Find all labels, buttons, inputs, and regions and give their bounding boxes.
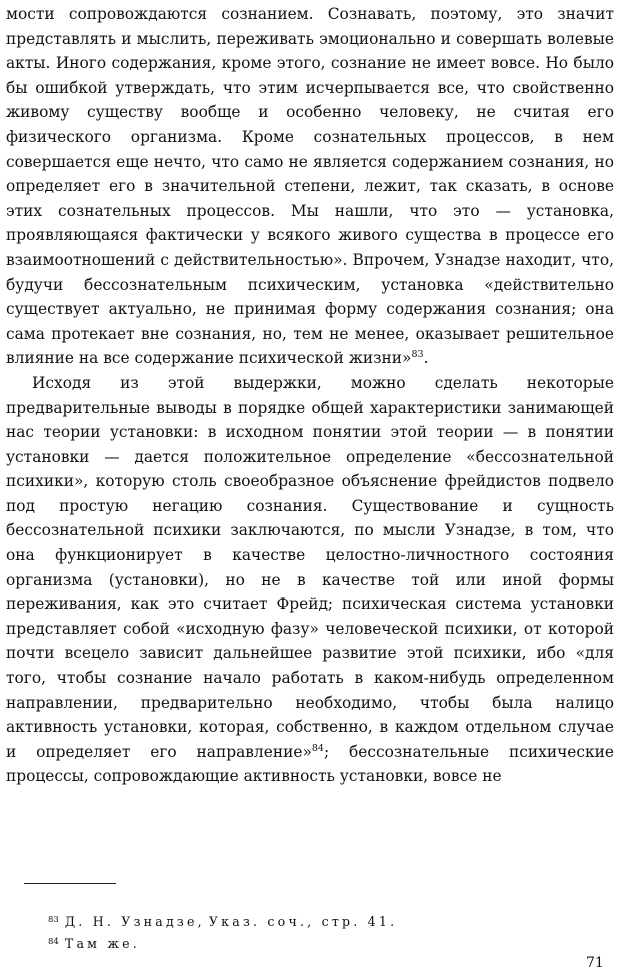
body-text <box>6 2 614 789</box>
paragraph-text: Исходя из этой выдержки, можно сделать некоторые предварительные выводы в порядке общей характеристики занимающей нас теории установки: в исходном понятии этой теории — в понятии установки — дается положительное определение «бессознательной психики», которую столь своеобразное объяснение фрейдистов подвело под простую негацию сознания. Существование и сущность бессознательной психики заключаются, по мысли Узнадзе, в том, что она функционирует в качестве целостно-личностного состояния организма (установки), но не в качестве той или иной формы переживания, как это считает Фрейд; психическая система установки представляет собой «исходную фазу» человеческой психики, от которой почти всецело зависит дальнейшее развитие этой психики, ибо «для того, чтобы сознание начало работать в каком-нибудь определенном направлении, предварительно необходимо, чтобы была налицо активность установки, которая, собственно, в каждом отдельном случае и определяет его направление» <box>6 373 614 761</box>
footnote-item <box>48 910 588 932</box>
paragraph-continued <box>6 2 614 371</box>
footnote-mark: 84 <box>48 937 59 947</box>
footnote-separator <box>24 883 116 884</box>
page-number: 71 <box>586 955 604 971</box>
footnote-item <box>48 932 588 954</box>
paragraph-tail: ; бессознательные психические процессы, сопровождающие активность установки, вовсе не <box>6 742 614 786</box>
footnote-text: Указ. соч., стр. 41. <box>208 914 398 929</box>
footnote-mark: 83 <box>48 915 59 925</box>
paragraph-tail: . <box>423 349 429 368</box>
footnote-author: Д. Н. Узнадзе, <box>64 914 205 929</box>
footnotes <box>48 910 588 954</box>
footnote-author: Там же. <box>64 936 140 951</box>
paragraph <box>6 371 614 789</box>
footnote-reference: 83 <box>411 349 424 361</box>
footnote-reference: 84 <box>311 742 324 754</box>
paragraph-text: мости сопровождаются сознанием. Сознавать, поэтому, это значит представлять и мыслить, переживать эмоционально и совершать волевые акты. Иного содержания, кроме этого, сознание не имеет вовсе. Но было бы ошибкой утверждать, что этим исчерпывается все, что свойственно живому существу вообще и особенно человеку, не считая его физического организма. Кроме сознательных процессов, в нем совершается еще нечто, что само не является содержанием сознания, но определяет его в значительной степени, лежит, так сказать, в основе этих сознательных процессов. Мы нашли, что это — установка, проявляющаяся фактически у всякого живого существа в процессе его взаимоотношений с действительностью». Впрочем, Узнадзе находит, что, будучи бессознательным психическим, установка «действительно существует актуально, не принимая форму содержания сознания; она сама протекает вне сознания, но, тем не менее, оказывает решительное влияние на все содержание психической жизни» <box>6 5 614 368</box>
